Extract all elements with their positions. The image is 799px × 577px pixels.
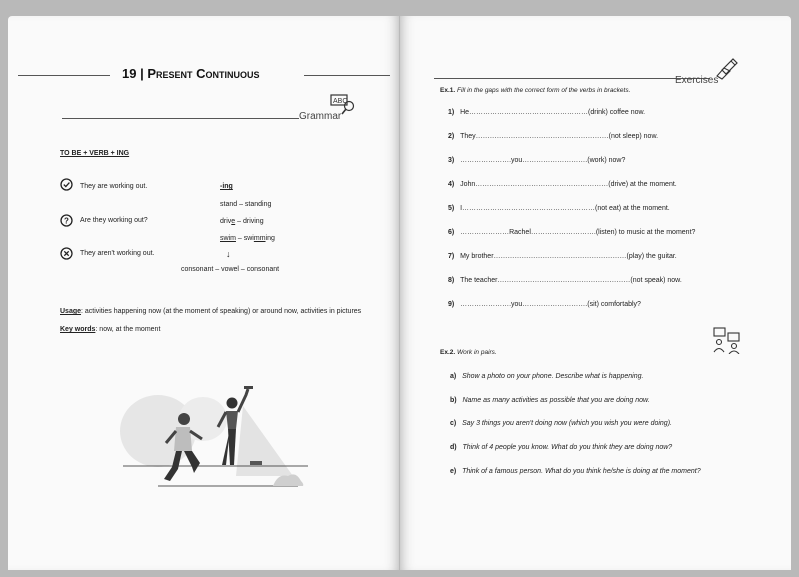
- ex2-item: d) Think of 4 people you know. What do you think they are doing now?: [450, 444, 673, 451]
- check-circle-icon: [60, 178, 73, 191]
- title-rule-right: [304, 75, 390, 76]
- example-question: Are they working out?: [80, 217, 148, 224]
- grammar-label: Grammar: [299, 111, 342, 122]
- ex1-item: 7) My brother…………………………………………………(play) the guitar.: [448, 253, 677, 260]
- abc-magnifier-icon: [330, 94, 356, 116]
- ex2-header: Ex.2. Work in pairs.: [440, 349, 497, 356]
- exercises-label: Exercises: [675, 75, 719, 86]
- exercises-rule: [434, 78, 710, 79]
- pencil-paper-icon: [714, 56, 740, 80]
- ex1-item: 9) ………………….you……………………….(sit) comfortably?: [448, 301, 641, 308]
- ex1-item: 2) They…………………………………………………(not sleep) now.: [448, 133, 659, 140]
- ex1-header: Ex.1. Fill in the gaps with the correct form of the verbs in brackets.: [440, 87, 631, 94]
- usage-line: Usage: activities happening now (at the moment of speaking) or around now, activities in pictures: [60, 308, 362, 315]
- ing-rule-swim: swim – swimming: [220, 235, 275, 242]
- question-circle-icon: [60, 214, 73, 227]
- svg-text:?: ?: [64, 216, 69, 226]
- ing-rule-drive: drive – driving: [220, 218, 264, 225]
- down-arrow-icon: ↓: [226, 249, 231, 259]
- title-rule-left: [18, 75, 110, 76]
- example-negative: They aren't working out.: [80, 250, 155, 257]
- ex2-item: e) Think of a famous person. What do you think he/she is doing at the moment?: [450, 468, 701, 475]
- x-circle-icon: [60, 247, 73, 260]
- ex1-item: 5) I…………………………………………………(not eat) at the moment.: [448, 205, 670, 212]
- open-book: [8, 16, 791, 570]
- right-page: [400, 16, 791, 570]
- workout-illustration: [118, 381, 308, 491]
- cvc-rule: consonant – vowel – consonant: [181, 266, 280, 273]
- formula: TO BE + VERB + ING: [60, 150, 130, 157]
- ex1-item: 8) The teacher…………………………………………………(not speak) now.: [448, 277, 682, 284]
- ex1-item: 6) …………………Rachel……………………….(listen) to music at the moment?: [448, 229, 696, 236]
- ing-header: -ing: [220, 183, 233, 190]
- page-title: 19 | Present Continuous: [122, 66, 260, 81]
- example-affirmative: They are working out.: [80, 183, 148, 190]
- ex1-item: 1) He……………………………………………(drink) coffee now.: [448, 109, 646, 116]
- svg-text:ABC: ABC: [333, 98, 348, 105]
- keywords-line: Key words: now, at the moment: [60, 326, 161, 333]
- ex2-item: a) Show a photo on your phone. Describe what is happening.: [450, 373, 644, 380]
- ex1-item: 3) ………………….you……………………….(work) now?: [448, 157, 626, 164]
- ing-rule-stand: stand – standing: [220, 201, 272, 208]
- ex2-item: b) Name as many activities as possible that you are doing now.: [450, 397, 650, 404]
- ex2-item: c) Say 3 things you aren't doing now (which you wish you were doing).: [450, 420, 672, 427]
- ex1-item: 4) John…………………………………………………(drive) at the moment.: [448, 181, 677, 188]
- pair-work-icon: [712, 326, 742, 354]
- grammar-rule: [62, 118, 299, 119]
- left-page: [8, 16, 399, 570]
